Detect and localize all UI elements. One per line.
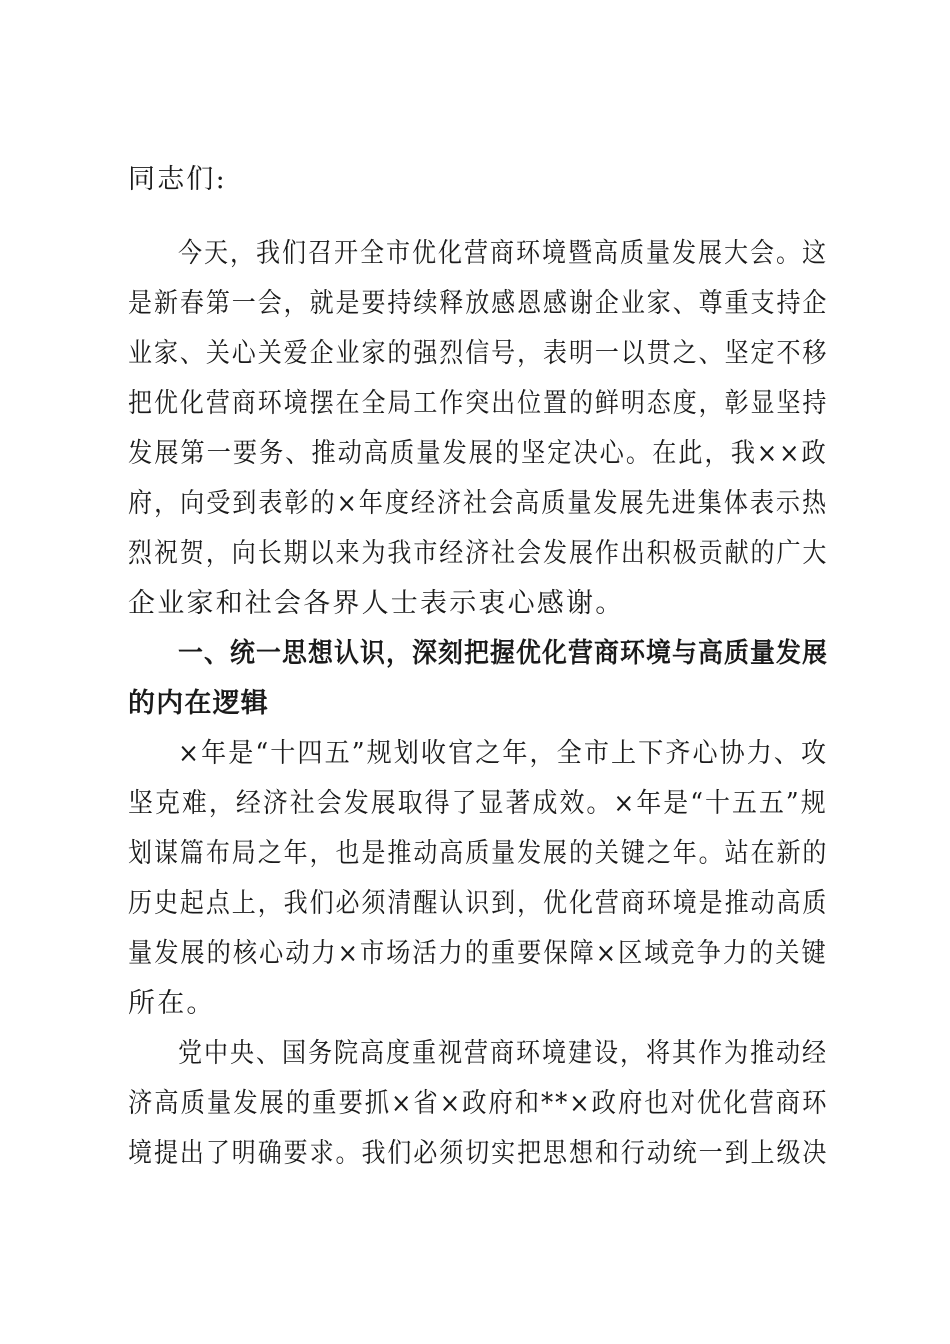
paragraph-line: 府，向受到表彰的×年度经济社会高质量发展先进集体表示热 (128, 488, 829, 519)
paragraph-line: 境提出了明确要求。我们必须切实把思想和行动统一到上级决 (128, 1138, 829, 1169)
section-heading: 的内在逻辑 (128, 688, 269, 719)
paragraph-line: 党中央、国务院高度重视营商环境建设，将其作为推动经 (178, 1038, 828, 1069)
paragraph-line: 发展第一要务、推动高质量发展的坚定决心。在此，我××政 (128, 438, 828, 469)
paragraph-line: 济高质量发展的重要抓×省×政府和**×政府也对优化营商环 (128, 1088, 829, 1119)
paragraph-line: 烈祝贺，向长期以来为我市经济社会发展作出积极贡献的广大 (128, 538, 829, 569)
paragraph-line: 是新春第一会，就是要持续释放感恩感谢企业家、尊重支持企 (128, 288, 829, 319)
paragraph-line: 坚克难，经济社会发展取得了显著成效。×年是“十五五”规 (128, 788, 828, 819)
paragraph-line: 量发展的核心动力×市场活力的重要保障×区域竞争力的关键 (128, 938, 828, 969)
paragraph-line: 企业家和社会各界人士表示衷心感谢。 (128, 588, 625, 619)
paragraph-line: ×年是“十四五”规划收官之年，全市上下齐心协力、攻 (178, 738, 829, 769)
paragraph-line: 把优化营商环境摆在全局工作突出位置的鲜明态度，彰显坚持 (128, 388, 829, 419)
salutation: 同志们: (128, 164, 227, 195)
paragraph-line: 今天，我们召开全市优化营商环境暨高质量发展大会。这 (178, 238, 828, 269)
paragraph-line: 历史起点上，我们必须清醒认识到，优化营商环境是推动高质 (128, 888, 829, 919)
paragraph-line: 所在。 (128, 988, 216, 1019)
section-heading: 一、统一思想认识，深刻把握优化营商环境与高质量发展 (178, 638, 829, 669)
paragraph-line: 划谋篇布局之年，也是推动高质量发展的关键之年。站在新的 (128, 838, 829, 869)
paragraph-line: 业家、关心关爱企业家的强烈信号，表明一以贯之、坚定不移 (128, 338, 829, 369)
